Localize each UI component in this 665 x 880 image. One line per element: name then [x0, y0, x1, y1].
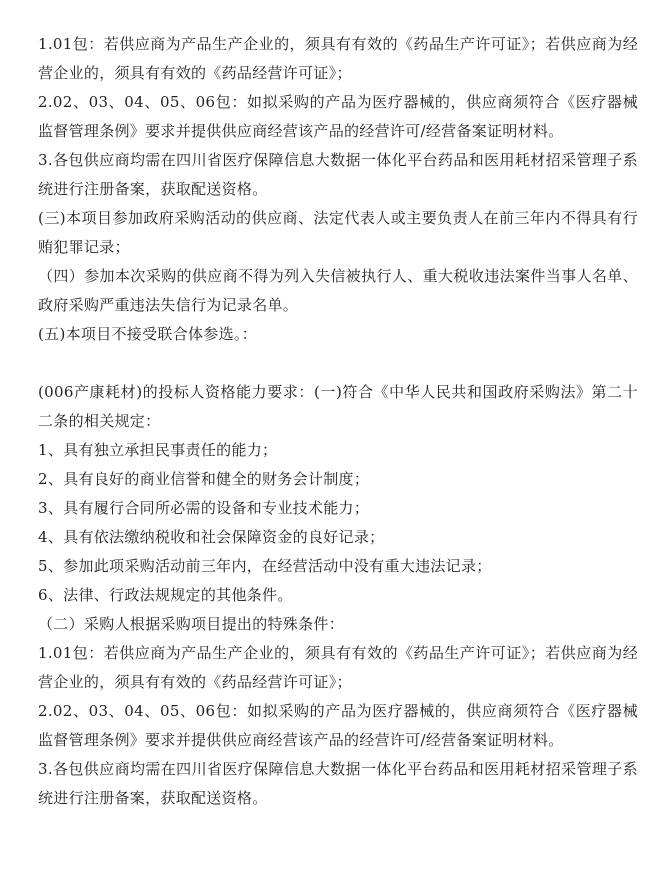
special-condition-item: 2.02、03、04、05、06包：如拟采购的产品为医疗器械的，供应商须符合《医疗器械监督管理条例》要求并提供供应商经营该产品的经营许可/经营备案证明材料。: [38, 702, 638, 749]
special-condition-item: 3.各包供应商均需在四川省医疗保障信息大数据一体化平台药品和医用耗材招采管理子系统进行注册备案，获取配送资格。: [38, 760, 638, 807]
special-condition-item: 1.01包：若供应商为产品生产企业的，须具有有效的《药品生产许可证》；若供应商为经营企业的，须具有有效的《药品经营许可证》；: [38, 644, 638, 691]
qualification-item: 2、具有良好的商业信誉和健全的财务会计制度；: [38, 470, 370, 488]
qualification-item: 5、参加此项采购活动前三年内，在经营活动中没有重大违法记录；: [38, 557, 492, 575]
qualification-item: 3、具有履行合同所必需的设备和专业技术能力；: [38, 499, 370, 517]
special-conditions-heading: （二）采购人根据采购项目提出的特殊条件：: [38, 615, 345, 633]
requirement-paragraph: 2.02、03、04、05、06包：如拟采购的产品为医疗器械的，供应商须符合《医疗器械监督管理条例》要求并提供供应商经营该产品的经营许可/经营备案证明材料。: [38, 93, 638, 140]
qualification-item: 4、具有依法缴纳税收和社会保障资金的良好记录；: [38, 528, 385, 546]
qualification-item: 1、具有独立承担民事责任的能力；: [38, 441, 278, 459]
requirement-paragraph: (五)本项目不接受联合体参选。：: [38, 325, 258, 343]
section-divider-space: [38, 349, 638, 378]
requirement-paragraph: 1.01包：若供应商为产品生产企业的，须具有有效的《药品生产许可证》；若供应商为经营企业的，须具有有效的《药品经营许可证》；: [38, 35, 638, 82]
requirement-paragraph: 3.各包供应商均需在四川省医疗保障信息大数据一体化平台药品和医用耗材招采管理子系统进行注册备案，获取配送资格。: [38, 151, 638, 198]
requirement-paragraph: （四）参加本次采购的供应商不得为列入失信被执行人、重大税收违法案件当事人名单、政府采购严重违法失信行为记录名单。: [38, 267, 638, 314]
requirement-paragraph: (三)本项目参加政府采购活动的供应商、法定代表人或主要负责人在前三年内不得具有行贿犯罪记录；: [38, 209, 638, 256]
qualification-intro: (006产康耗材)的投标人资格能力要求：(一)符合《中华人民共和国政府采购法》第二十二条的相关规定：: [38, 383, 638, 430]
document-page: [38, 30, 638, 813]
qualification-item: 6、法律、行政法规规定的其他条件。: [38, 586, 293, 604]
